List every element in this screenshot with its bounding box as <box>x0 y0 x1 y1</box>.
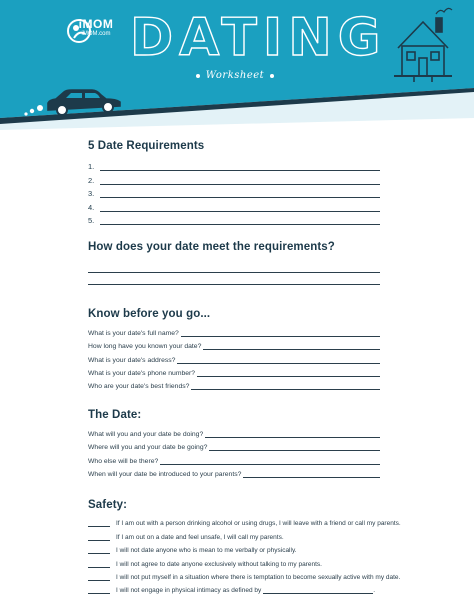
question-row[interactable] <box>88 465 380 478</box>
safety-text: I will not agree to date anyone exclusively without talking to my parents. <box>116 560 322 568</box>
initial-line[interactable] <box>88 519 110 527</box>
safety-heading: Safety: <box>88 499 128 511</box>
requirement-row[interactable] <box>88 171 380 184</box>
safety-text: If I am out with a person drinking alcohol or using drugs, I will leave with a friend or call my parents. <box>116 520 401 528</box>
initial-line[interactable] <box>88 573 110 581</box>
answer-line[interactable] <box>209 443 380 451</box>
question-row[interactable] <box>88 324 380 337</box>
end-punct: . <box>373 587 376 595</box>
requirement-row[interactable] <box>88 158 380 171</box>
logo-brand: iMOM <box>78 17 114 31</box>
date-heading: The Date: <box>88 409 142 421</box>
requirement-number: 5. <box>88 215 95 225</box>
definition-line[interactable] <box>263 586 376 595</box>
date-section <box>88 409 380 478</box>
safety-row[interactable] <box>88 554 388 567</box>
safety-text: I will not engage in physical intimacy as defined by <box>116 587 262 595</box>
question-text: Where will you and your date be going? <box>88 444 208 452</box>
question-text: Who are your date's best friends? <box>88 382 190 390</box>
question-text: What is your date's full name? <box>88 330 179 338</box>
requirement-line[interactable] <box>100 189 380 198</box>
safety-section <box>88 499 401 595</box>
initial-line[interactable] <box>88 560 110 568</box>
question-text: How long have you known your date? <box>88 343 202 351</box>
answer-line[interactable] <box>243 470 380 478</box>
question-row[interactable] <box>88 438 380 451</box>
requirements-heading: 5 Date Requirements <box>88 140 205 152</box>
requirement-row[interactable] <box>88 198 380 211</box>
subtitle <box>130 70 340 81</box>
requirement-line[interactable] <box>100 216 380 225</box>
requirements-section <box>88 140 380 225</box>
title-text: DATING <box>130 8 387 68</box>
meet-section <box>88 241 380 285</box>
answer-line[interactable] <box>203 342 380 350</box>
know-heading: Know before you go... <box>88 308 211 320</box>
requirement-number: 1. <box>88 162 95 172</box>
requirement-number: 2. <box>88 175 95 185</box>
question-row[interactable] <box>88 425 380 438</box>
requirement-number: 4. <box>88 202 95 212</box>
requirement-line[interactable] <box>100 203 380 212</box>
initial-line[interactable] <box>88 586 110 594</box>
question-text: Who else will be there? <box>88 457 159 465</box>
imom-logo <box>66 18 126 38</box>
know-section <box>88 308 380 390</box>
initial-line[interactable] <box>88 533 110 541</box>
safety-row[interactable] <box>88 568 401 581</box>
answer-line[interactable] <box>88 273 380 285</box>
safety-row[interactable] <box>88 514 401 528</box>
safety-row[interactable] <box>88 527 388 540</box>
subtitle-text: Worksheet <box>205 70 265 81</box>
safety-text: I will not put myself in a situation where there is temptation to become sexually active with my date. <box>116 573 401 581</box>
answer-line[interactable] <box>181 329 380 337</box>
question-row[interactable] <box>88 350 380 363</box>
requirement-number: 3. <box>88 189 95 199</box>
question-row[interactable] <box>88 364 380 377</box>
safety-text: I will not date anyone who is mean to me verbally or physically. <box>116 547 297 555</box>
answer-line[interactable] <box>177 356 380 364</box>
question-row[interactable] <box>88 377 380 390</box>
imom-logo-icon <box>66 18 92 44</box>
safety-text: If I am out on a date and feel unsafe, I will call my parents. <box>116 533 284 541</box>
header-banner <box>0 0 474 130</box>
safety-row[interactable] <box>88 581 388 594</box>
requirement-line[interactable] <box>100 176 380 185</box>
question-text: What will you and your date be doing? <box>88 431 204 439</box>
answer-line[interactable] <box>191 382 380 390</box>
meet-heading: How does your date meet the requirements? <box>88 241 335 253</box>
requirement-line[interactable] <box>100 162 380 171</box>
question-row[interactable] <box>88 337 380 350</box>
safety-row[interactable] <box>88 541 388 554</box>
question-text: What is your date's phone number? <box>88 369 196 377</box>
worksheet-title <box>130 8 387 81</box>
answer-line[interactable] <box>197 369 380 377</box>
question-text: When will your date be introduced to your parents? <box>88 470 242 478</box>
initial-line[interactable] <box>88 546 110 554</box>
requirement-row[interactable] <box>88 212 380 225</box>
answer-line[interactable] <box>205 430 380 438</box>
requirement-row[interactable] <box>88 185 380 198</box>
answer-line[interactable] <box>88 261 380 273</box>
question-row[interactable] <box>88 451 380 464</box>
logo-site: iMOM.com <box>81 31 111 37</box>
answer-line[interactable] <box>160 457 380 465</box>
question-text: What is your date's address? <box>88 356 176 364</box>
